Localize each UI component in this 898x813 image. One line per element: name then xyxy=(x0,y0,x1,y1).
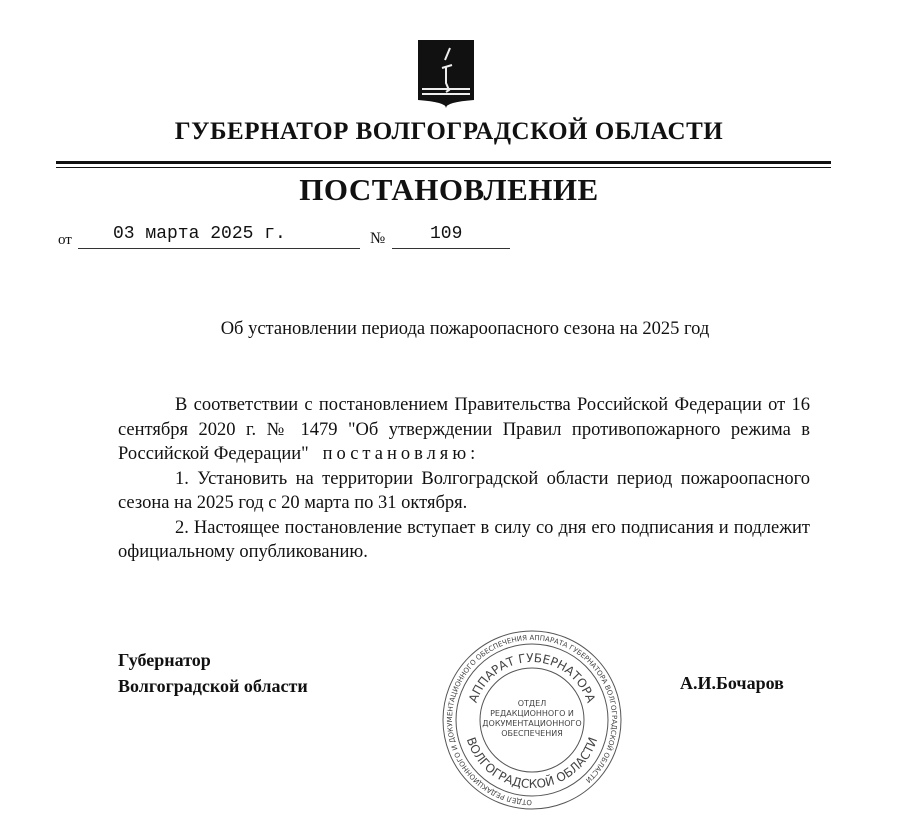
stamp-inner-bottom: ВОЛГОГРАДСКОЙ ОБЛАСТИ xyxy=(463,735,601,792)
position-line-2: Волгоградской области xyxy=(118,676,308,696)
stamp-center-2: РЕДАКЦИОННОГО И xyxy=(490,709,574,718)
issuing-authority: ГУБЕРНАТОР ВОЛГОГРАДСКОЙ ОБЛАСТИ xyxy=(174,118,724,145)
header-rule-thin xyxy=(56,167,831,168)
date-prefix: от xyxy=(58,232,72,248)
stamp-center-1: ОТДЕЛ xyxy=(517,699,547,708)
signatory-position xyxy=(118,647,308,699)
position-line-1: Губернатор xyxy=(118,650,211,670)
decree-word: постановляю: xyxy=(322,444,480,464)
document-number: 109 xyxy=(392,224,510,249)
number-label: № xyxy=(370,230,386,247)
stamp-center-4: ОБЕСПЕЧЕНИЯ xyxy=(501,729,563,738)
preamble-text: В соответствии с постановлением Правительства Российской Федерации от 16 сентября 2020 г. № 1479 "Об утверждении Правил противопожарного режима в Российской Федерации" xyxy=(118,395,810,464)
item-2: 2. Настоящее постановление вступает в силу со дня его подписания и подлежит официальному опубликованию. xyxy=(118,517,810,562)
stamp-center-3: ДОКУМЕНТАЦИОННОГО xyxy=(482,719,582,728)
preamble xyxy=(118,393,810,467)
stamp-inner-top: АППАРАТ ГУБЕРНАТОРА xyxy=(465,650,599,705)
official-stamp xyxy=(440,628,625,811)
signatory-name: А.И.Бочаров xyxy=(680,673,784,693)
document-type: ПОСТАНОВЛЕНИЕ xyxy=(299,172,599,207)
document-date: 03 марта 2025 г. xyxy=(78,224,360,249)
stamp-outer-text: ОТДЕЛ РЕДАКЦИОННОГО И ДОКУМЕНТАЦИОННОГО ОБЕСПЕЧЕНИЯ АППАРАТА ГУБЕРНАТОРА ВОЛГОГРАДСКОЙ ОБЛАСТИ xyxy=(446,633,619,807)
coat-of-arms-emblem xyxy=(416,38,476,110)
document-subject: Об установлении периода пожароопасного сезона на 2025 год xyxy=(220,319,710,339)
document-body xyxy=(118,393,810,565)
item-1: 1. Установить на территории Волгоградской области период пожароопасного сезона на 2025 год с 20 марта по 31 октября. xyxy=(118,468,810,513)
header-rule-thick xyxy=(56,161,831,164)
